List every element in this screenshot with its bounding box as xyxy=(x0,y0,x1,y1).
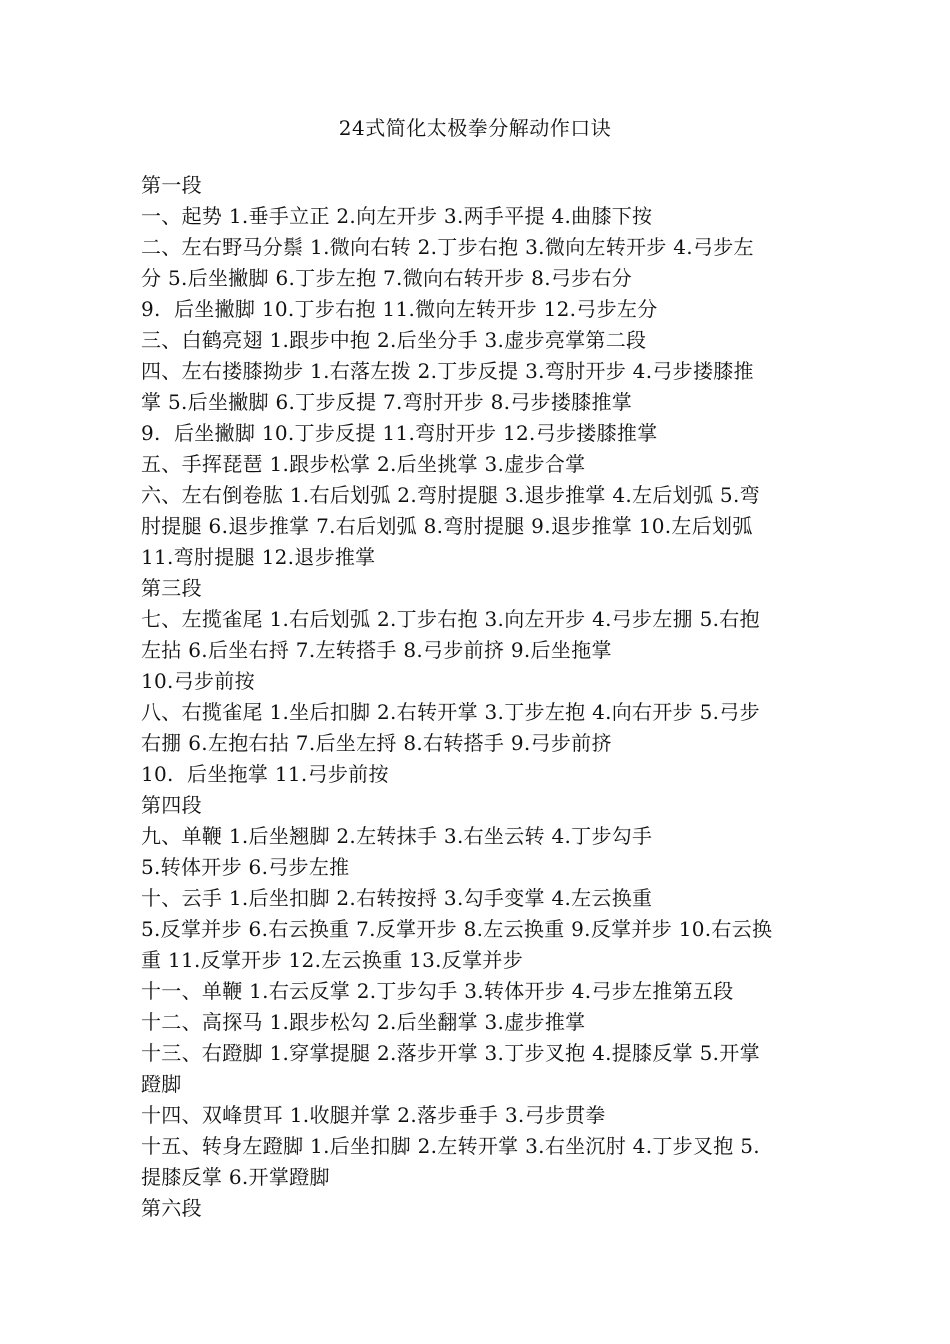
text-line: 九、单鞭 1.后坐翘脚 2.左转抹手 3.右坐云转 4.丁步勾手 xyxy=(141,824,653,848)
text-line: 蹬脚 xyxy=(141,1072,182,1096)
text-line: 提膝反掌 6.开掌蹬脚 xyxy=(141,1165,330,1189)
text-line: 七、左揽雀尾 1.右后划弧 2.丁步右抱 3.向左开步 4.弓步左掤 5.右抱 xyxy=(141,607,760,631)
text-line: 八、右揽雀尾 1.坐后扣脚 2.右转开掌 3.丁步左抱 4.向右开步 5.弓步 xyxy=(141,700,760,724)
text-line: 9. 后坐撇脚 10.丁步右抱 11.微向左转开步 12.弓步左分 xyxy=(141,297,658,321)
text-line: 十二、高探马 1.跟步松勾 2.后坐翻掌 3.虚步推掌 xyxy=(141,1010,586,1034)
text-line: 10. 后坐拖掌 11.弓步前按 xyxy=(141,762,389,786)
text-line: 第六段 xyxy=(141,1196,202,1220)
text-line: 肘提腿 6.退步推掌 7.右后划弧 8.弯肘提腿 9.退步推掌 10.左后划弧 xyxy=(141,514,753,538)
text-line: 六、左右倒卷肱 1.右后划弧 2.弯肘提腿 3.退步推掌 4.左后划弧 5.弯 xyxy=(141,483,760,507)
text-line: 重 11.反掌开步 12.左云换重 13.反掌并步 xyxy=(141,948,523,972)
text-line: 11.弯肘提腿 12.退步推掌 xyxy=(141,545,376,569)
text-line: 5.转体开步 6.弓步左推 xyxy=(141,855,350,879)
text-line: 左拈 6.后坐右捋 7.左转搭手 8.弓步前挤 9.后坐拖掌 xyxy=(141,638,612,662)
text-line: 第三段 xyxy=(141,576,202,600)
text-line: 分 5.后坐撇脚 6.丁步左抱 7.微向右转开步 8.弓步右分 xyxy=(141,266,633,290)
document-title: 24式简化太极拳分解动作口诀 xyxy=(338,116,612,140)
text-line: 10.弓步前按 xyxy=(141,669,255,693)
text-line: 掌 5.后坐撇脚 6.丁步反提 7.弯肘开步 8.弓步搂膝推掌 xyxy=(141,390,633,414)
document-body xyxy=(141,170,827,1224)
text-line: 十、云手 1.后坐扣脚 2.右转按捋 3.勾手变掌 4.左云换重 xyxy=(141,886,653,910)
text-line: 第四段 xyxy=(141,793,202,817)
text-line: 十一、单鞭 1.右云反掌 2.丁步勾手 3.转体开步 4.弓步左推第五段 xyxy=(141,979,734,1003)
text-line: 5.反掌并步 6.右云换重 7.反掌开步 8.左云换重 9.反掌并步 10.右云换 xyxy=(141,917,773,941)
text-line: 二、左右野马分鬃 1.微向右转 2.丁步右抱 3.微向左转开步 4.弓步左 xyxy=(141,235,754,259)
text-line: 五、手挥琵琶 1.跟步松掌 2.后坐挑掌 3.虚步合掌 xyxy=(141,452,586,476)
text-line: 十四、双峰贯耳 1.收腿并掌 2.落步垂手 3.弓步贯拳 xyxy=(141,1103,606,1127)
text-line: 三、白鹤亮翅 1.跟步中抱 2.后坐分手 3.虚步亮掌第二段 xyxy=(141,328,647,352)
text-line: 9. 后坐撇脚 10.丁步反提 11.弯肘开步 12.弓步搂膝推掌 xyxy=(141,421,658,445)
text-line: 十五、转身左蹬脚 1.后坐扣脚 2.左转开掌 3.右坐沉肘 4.丁步叉抱 5. xyxy=(141,1134,760,1158)
text-line: 一、起势 1.垂手立正 2.向左开步 3.两手平提 4.曲膝下按 xyxy=(141,204,653,228)
text-line: 四、左右搂膝拗步 1.右落左拨 2.丁步反提 3.弯肘开步 4.弓步搂膝推 xyxy=(141,359,754,383)
text-line: 右掤 6.左抱右拈 7.后坐左捋 8.右转搭手 9.弓步前挤 xyxy=(141,731,612,755)
text-line: 十三、右蹬脚 1.穿掌提腿 2.落步开掌 3.丁步叉抱 4.提膝反掌 5.开掌 xyxy=(141,1041,760,1065)
text-line: 第一段 xyxy=(141,173,202,197)
